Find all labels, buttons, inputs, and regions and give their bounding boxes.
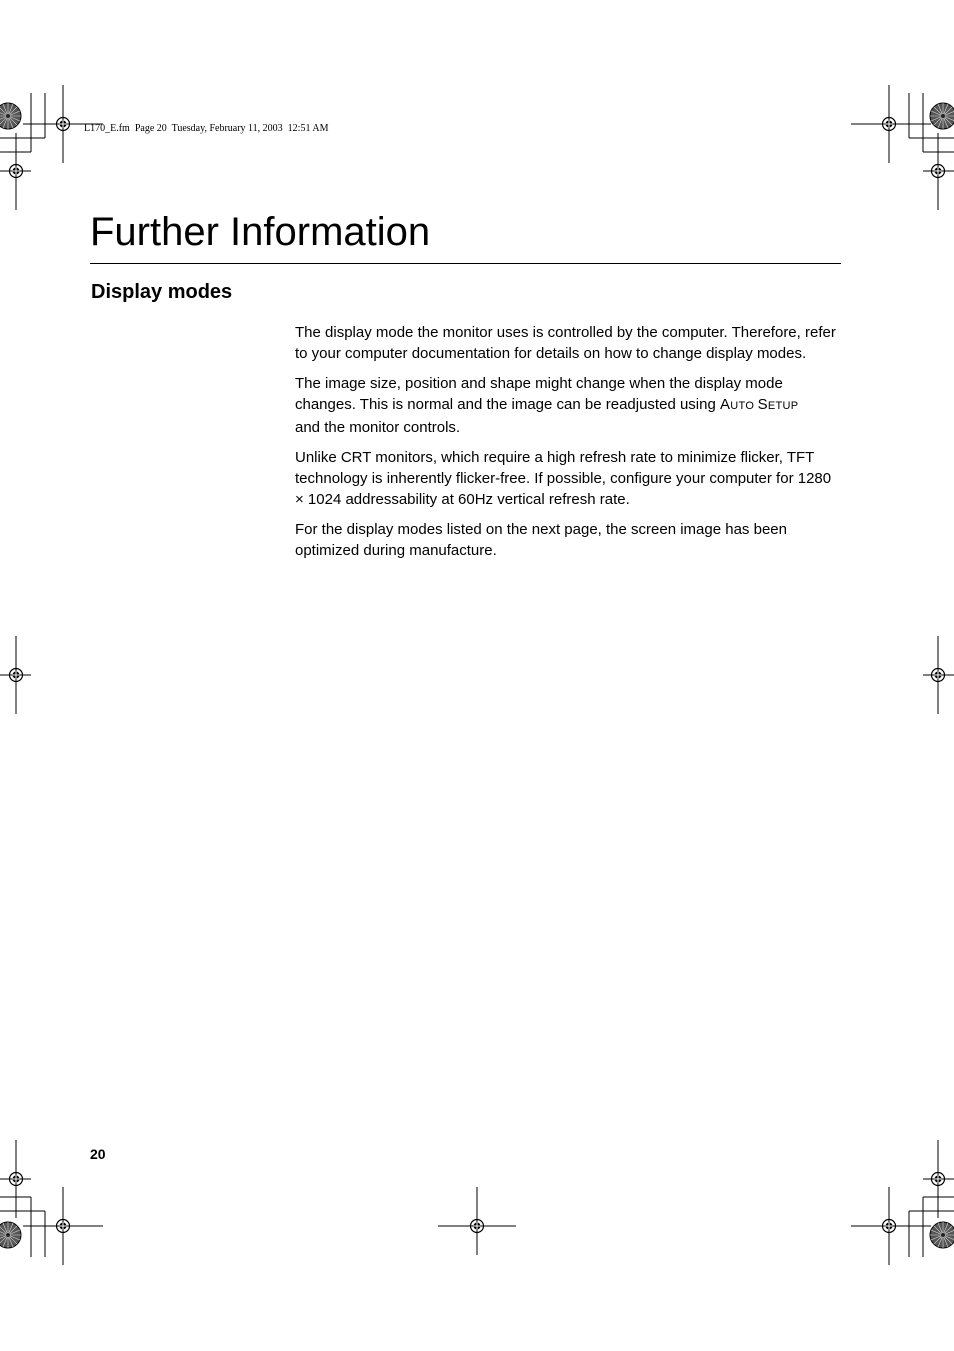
color-calibration-target-icon: [930, 1222, 954, 1248]
page-number: 20: [90, 1146, 106, 1162]
color-calibration-target-icon: [930, 103, 954, 129]
registration-crosshair-icon: [50, 111, 76, 137]
color-calibration-target-icon: [0, 103, 21, 129]
crop-marks-middle: [0, 636, 954, 714]
file-slug-header: L170_E.fm Page 20 Tuesday, February 11, 2003 12:51 AM: [84, 123, 329, 134]
auto-setup-term: AUTO SETUP: [719, 396, 799, 413]
color-calibration-target-icon: [0, 1222, 21, 1248]
paragraph-2: [295, 373, 843, 438]
registration-crosshair-icon: [925, 1166, 951, 1192]
paragraph-1: The display mode the monitor uses is controlled by the computer. Therefore, refer to your computer documentation for details on how to change display modes.: [295, 324, 836, 362]
registration-crosshair-icon: [50, 1213, 76, 1239]
registration-crosshair-icon: [464, 1213, 490, 1239]
registration-crosshair-icon: [925, 158, 951, 184]
registration-crosshair-icon: [876, 111, 902, 137]
registration-crosshair-icon: [3, 1166, 29, 1192]
section-heading: Display modes: [91, 281, 233, 303]
paragraph-2-tail: and the monitor controls.: [295, 419, 461, 436]
registration-crosshair-icon: [3, 662, 29, 688]
body-text-column: [295, 322, 843, 570]
paragraph-2-text: The image size, position and shape might change when the display mode changes. This is normal and the image can be readjusted using: [295, 375, 783, 413]
paragraph-3: Unlike CRT monitors, which require a high refresh rate to minimize flicker, TFT technology is inherently flicker-free. If possible, configure your computer for 1280 × 1024 addressability at 60Hz vertical refresh rate.: [295, 449, 832, 508]
title-rule-divider: [90, 263, 841, 264]
paragraph-4: For the display modes listed on the next page, the screen image has been optimized during manufacture.: [295, 521, 787, 559]
registration-crosshair-icon: [3, 158, 29, 184]
registration-crosshair-icon: [925, 662, 951, 688]
crop-marks-top-left: [0, 85, 103, 210]
page-title: Further Information: [90, 210, 431, 254]
registration-crosshair-icon: [876, 1213, 902, 1239]
